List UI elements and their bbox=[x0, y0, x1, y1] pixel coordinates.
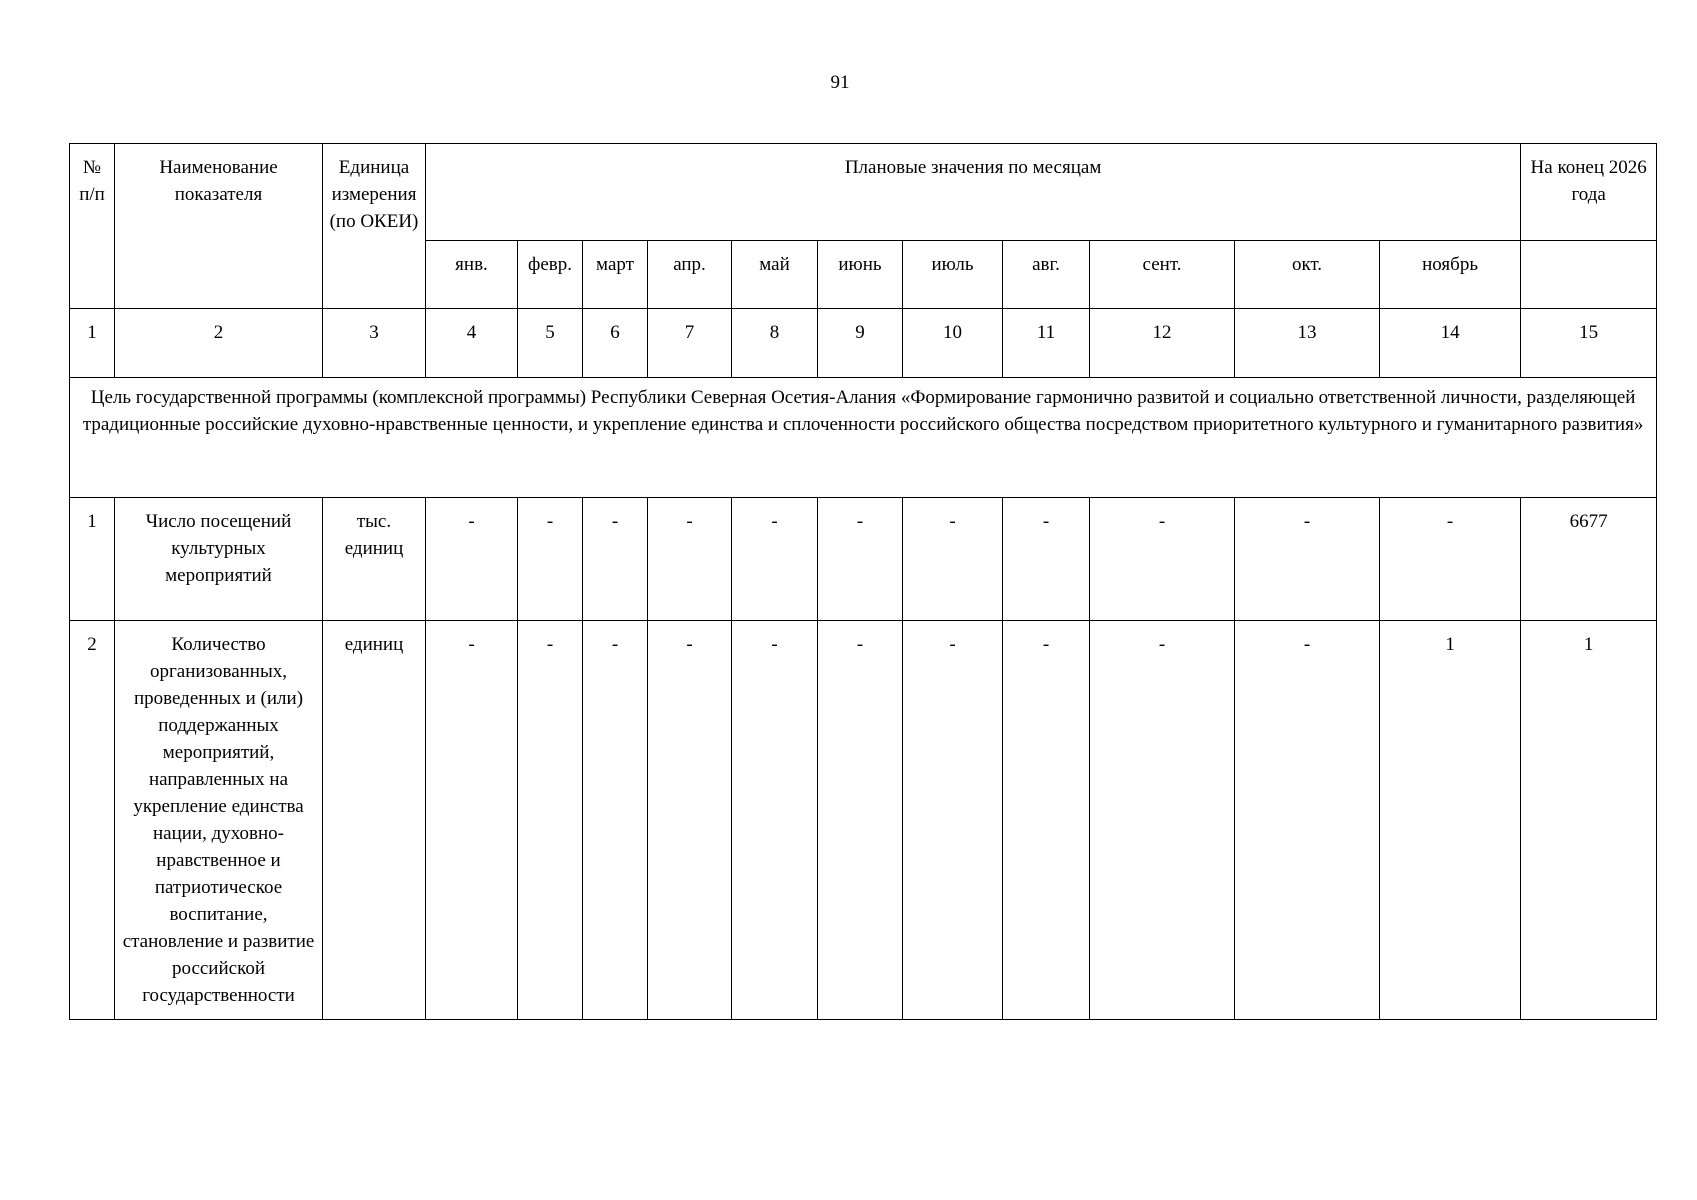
header-month: янв. bbox=[426, 241, 518, 309]
month-value: - bbox=[426, 498, 518, 621]
column-number: 15 bbox=[1521, 309, 1657, 378]
plan-values-table bbox=[69, 143, 1657, 1020]
column-number: 14 bbox=[1380, 309, 1521, 378]
column-number: 4 bbox=[426, 309, 518, 378]
month-value: - bbox=[1235, 621, 1380, 1020]
table-row bbox=[70, 498, 1657, 621]
header-plan-months: Плановые значения по месяцам bbox=[426, 144, 1521, 241]
header-pp-label: п/п bbox=[79, 184, 105, 205]
page-number: 91 bbox=[830, 72, 850, 93]
month-value: - bbox=[583, 498, 648, 621]
header-month: март bbox=[583, 241, 648, 309]
row-number: 2 bbox=[70, 621, 115, 1020]
header-month: ноябрь bbox=[1380, 241, 1521, 309]
month-value: - bbox=[903, 621, 1003, 1020]
month-value: - bbox=[818, 621, 903, 1020]
row-number: 1 bbox=[70, 498, 115, 621]
month-value: 1 bbox=[1380, 621, 1521, 1020]
month-value: - bbox=[583, 621, 648, 1020]
goal-row bbox=[70, 378, 1657, 498]
header-pp bbox=[70, 144, 115, 309]
column-number: 7 bbox=[648, 309, 732, 378]
column-number: 13 bbox=[1235, 309, 1380, 378]
month-value: - bbox=[1090, 498, 1235, 621]
month-value: - bbox=[1003, 621, 1090, 1020]
header-indicator-name: Наименование показателя bbox=[115, 144, 323, 309]
header-end-of-year-blank bbox=[1521, 241, 1657, 309]
program-goal-text: Цель государственной программы (комплексной программы) Республики Северная Осетия-Алания «Формирование гармонично развитой и социально ответственной личности, разделяющей традиционные российские духовно-нравственные ценности, и укрепление единства и сплоченности российского общества посредством приоритетного культурного и гуманитарного развития» bbox=[70, 378, 1657, 498]
header-month: февр. bbox=[518, 241, 583, 309]
header-unit: Единица измерения (по ОКЕИ) bbox=[323, 144, 426, 309]
indicator-unit: единиц bbox=[323, 621, 426, 1020]
month-value: - bbox=[1090, 621, 1235, 1020]
end-of-year-value: 1 bbox=[1521, 621, 1657, 1020]
month-value: - bbox=[818, 498, 903, 621]
header-pp-number-sign: № bbox=[82, 157, 102, 178]
column-number: 6 bbox=[583, 309, 648, 378]
column-numbers-row bbox=[70, 309, 1657, 378]
header-month: сент. bbox=[1090, 241, 1235, 309]
header-month: апр. bbox=[648, 241, 732, 309]
indicator-unit: тыс. единиц bbox=[323, 498, 426, 621]
column-number: 9 bbox=[818, 309, 903, 378]
end-of-year-value: 6677 bbox=[1521, 498, 1657, 621]
column-number: 11 bbox=[1003, 309, 1090, 378]
month-value: - bbox=[1235, 498, 1380, 621]
month-value: - bbox=[732, 621, 818, 1020]
column-number: 8 bbox=[732, 309, 818, 378]
header-month: окт. bbox=[1235, 241, 1380, 309]
table-row bbox=[70, 621, 1657, 1020]
header-end-of-year: На конец 2026 года bbox=[1521, 144, 1657, 241]
indicator-name: Количество организованных, проведенных и (или) поддержанных мероприятий, направленных на укрепление единства нации, духовно-нравственное и патриотическое воспитание, становление и развитие российской государственности bbox=[115, 621, 323, 1020]
header-month: июль bbox=[903, 241, 1003, 309]
month-value: - bbox=[518, 498, 583, 621]
month-value: - bbox=[518, 621, 583, 1020]
header-month: июнь bbox=[818, 241, 903, 309]
column-number: 3 bbox=[323, 309, 426, 378]
indicator-name: Число посещений культурных мероприятий bbox=[115, 498, 323, 621]
month-value: - bbox=[1003, 498, 1090, 621]
column-number: 12 bbox=[1090, 309, 1235, 378]
month-value: - bbox=[903, 498, 1003, 621]
month-value: - bbox=[1380, 498, 1521, 621]
month-value: - bbox=[648, 498, 732, 621]
month-value: - bbox=[648, 621, 732, 1020]
header-row-main bbox=[70, 144, 1657, 241]
header-month: авг. bbox=[1003, 241, 1090, 309]
month-value: - bbox=[732, 498, 818, 621]
column-number: 1 bbox=[70, 309, 115, 378]
column-number: 2 bbox=[115, 309, 323, 378]
column-number: 10 bbox=[903, 309, 1003, 378]
column-number: 5 bbox=[518, 309, 583, 378]
month-value: - bbox=[426, 621, 518, 1020]
header-month: май bbox=[732, 241, 818, 309]
